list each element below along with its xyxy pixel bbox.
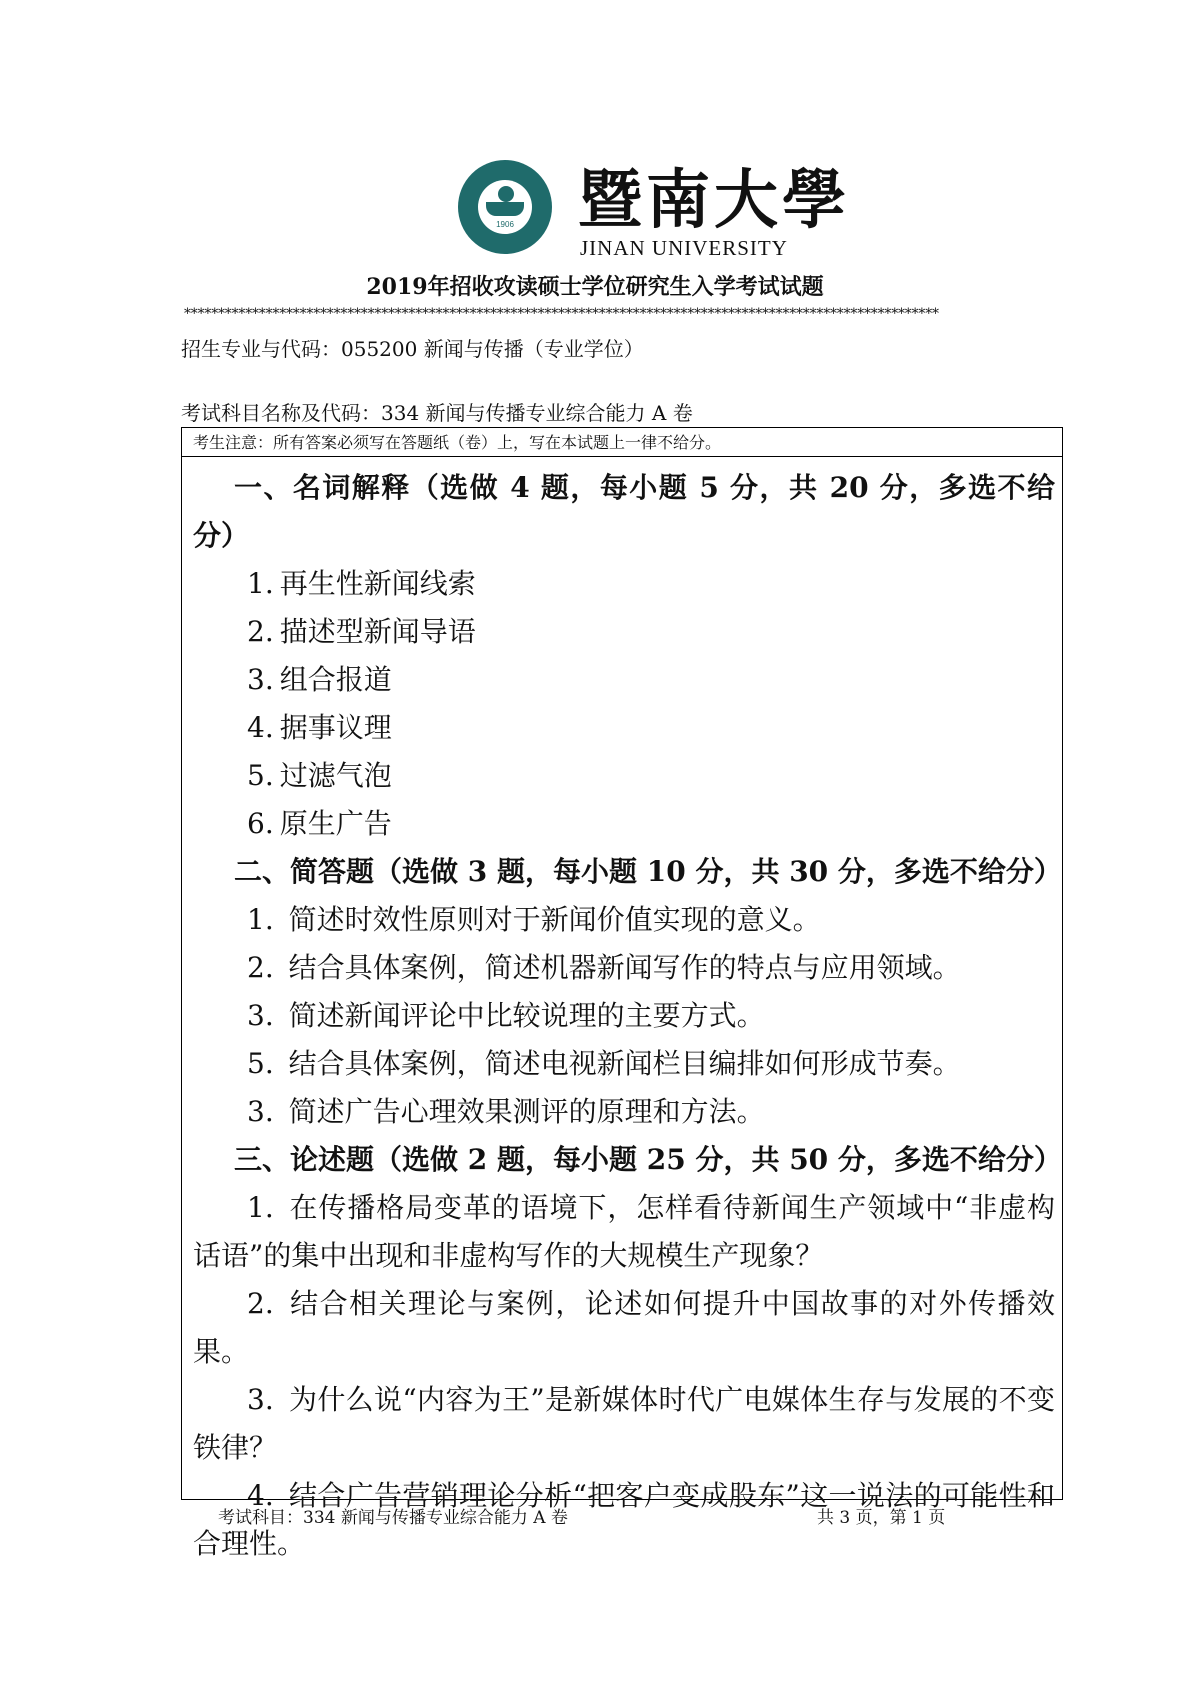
question-item <box>193 1088 1055 1136</box>
question-text: 结合具体案例，简述电视新闻栏目编排如何形成节奏。 <box>288 1047 961 1080</box>
question-item <box>193 800 1055 848</box>
question-text: 原生广告 <box>279 807 392 840</box>
question-number: 5. <box>247 1047 274 1080</box>
question-item <box>193 560 1055 608</box>
questions <box>193 464 1062 1568</box>
question-text: 结合相关理论与案例，论述如何提升中国故事的对外传播效果。 <box>193 1287 1055 1368</box>
question-text: 过滤气泡 <box>279 759 392 792</box>
question-item <box>193 752 1055 800</box>
question-number: 1. <box>247 903 274 936</box>
question-text: 据事议理 <box>279 711 392 744</box>
question-number: 2. <box>247 615 274 648</box>
major-code: 招生专业与代码：055200 新闻与传播（专业学位） <box>181 337 644 361</box>
question-number: 1. <box>247 567 274 600</box>
question-item <box>193 656 1055 704</box>
question-number: 4. <box>247 711 274 744</box>
question-number: 6. <box>247 807 274 840</box>
footer-subject: 考试科目：334 新闻与传播专业综合能力 A 卷 <box>218 1508 568 1528</box>
question-text: 结合具体案例，简述机器新闻写作的特点与应用领域。 <box>288 951 961 984</box>
university-name-en: JINAN UNIVERSITY <box>580 236 788 260</box>
question-number: 2. <box>247 1287 274 1320</box>
question-text: 再生性新闻线索 <box>279 567 476 600</box>
question-item <box>193 1376 1055 1472</box>
section-heading: 二、简答题（选做 3 题，每小题 10 分，共 30 分，多选不给分） <box>234 855 1062 888</box>
question-number: 3. <box>247 999 274 1032</box>
subject-code: 考试科目名称及代码：334 新闻与传播专业综合能力 A 卷 <box>181 401 693 425</box>
question-item <box>193 704 1055 752</box>
question-number: 5. <box>247 759 274 792</box>
question-item <box>193 1040 1055 1088</box>
candidate-notice: 考生注意：所有答案必须写在答题纸（卷）上，写在本试题上一律不给分。 <box>182 428 1062 457</box>
section-heading: 三、论述题（选做 2 题，每小题 25 分，共 50 分，多选不给分） <box>234 1143 1062 1176</box>
question-item <box>193 992 1055 1040</box>
question-text: 简述时效性原则对于新闻价值实现的意义。 <box>288 903 821 936</box>
question-text: 简述广告心理效果测评的原理和方法。 <box>288 1095 765 1128</box>
exam-title: 2019年招收攻读硕士学位研究生入学考试试题 <box>366 274 824 300</box>
question-text: 为什么说“内容为王”是新媒体时代广电媒体生存与发展的不变铁律？ <box>193 1383 1055 1464</box>
question-text: 描述型新闻导语 <box>279 615 476 648</box>
question-item <box>193 896 1055 944</box>
question-text: 简述新闻评论中比较说理的主要方式。 <box>288 999 765 1032</box>
university-seal-logo <box>458 160 552 254</box>
question-number: 3. <box>247 1383 274 1416</box>
question-item <box>193 1184 1055 1280</box>
question-item <box>193 608 1055 656</box>
seal-year: 1906 <box>496 220 514 229</box>
question-text: 结合广告营销理论分析“把客户变成股东”这一说法的可能性和合理性。 <box>193 1479 1055 1560</box>
footer-page: 共 3 页，第 1 页 <box>817 1508 946 1528</box>
star-divider: *************************************************************************************************************** <box>184 306 939 322</box>
question-number: 3. <box>247 1095 274 1128</box>
university-name-cn: 暨南大學 <box>578 163 850 238</box>
question-item <box>193 1280 1055 1376</box>
question-item <box>193 944 1055 992</box>
question-text: 在传播格局变革的语境下，怎样看待新闻生产领域中“非虚构话语”的集中出现和非虚构写作的大规模生产现象？ <box>193 1191 1055 1272</box>
question-number: 1. <box>247 1191 274 1224</box>
question-number: 4. <box>247 1479 274 1512</box>
question-text: 组合报道 <box>279 663 392 696</box>
question-number: 2. <box>247 951 274 984</box>
section-heading: 一、名词解释（选做 4 题，每小题 5 分，共 20 分，多选不给分） <box>193 471 1055 552</box>
question-number: 3. <box>247 663 274 696</box>
